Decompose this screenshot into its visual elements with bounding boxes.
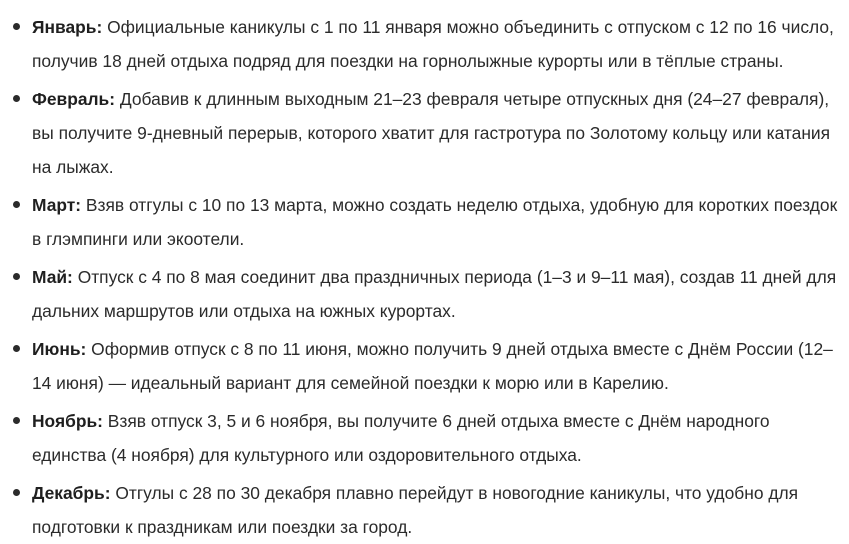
bullet-icon (13, 345, 20, 352)
month-label: Июнь: (32, 339, 92, 359)
item-text: Официальные каникулы с 1 по 11 января можно объединить с отпуском с 12 по 16 число, получив 18 дней отдыха подряд для поездки на горнолыжные курорты или в тёплые страны. (32, 17, 834, 71)
month-label: Февраль: (32, 89, 120, 109)
bullet-icon (13, 417, 20, 424)
month-label: Январь: (32, 17, 108, 37)
item-text: Отпуск с 4 по 8 мая соединит два праздничных периода (1–3 и 9–11 мая), создав 11 дней для дальних маршрутов или отдыха на южных курортах. (32, 267, 837, 321)
item-text: Отгулы с 28 по 30 декабря плавно перейдут в новогодние каникулы, что удобно для подготовки к праздникам или поездки за город. (32, 483, 799, 537)
item-text: Взяв отгулы с 10 по 13 марта, можно создать неделю отдыха, удобную для коротких поездок в глэмпинги или экоотели. (32, 195, 838, 249)
list-item-february (0, 82, 849, 184)
bullet-icon (13, 95, 20, 102)
bullet-icon (13, 489, 20, 496)
month-label: Ноябрь: (32, 411, 108, 431)
item-text: Добавив к длинным выходным 21–23 февраля четыре отпускных дня (24–27 февраля), вы получите 9-дневный перерыв, которого хватит для гастротура по Золотому кольцу или катания на лыжах. (32, 89, 831, 177)
month-label: Декабрь: (32, 483, 116, 503)
item-text: Оформив отпуск с 8 по 11 июня, можно получить 9 дней отдыха вместе с Днём России (12–14 июня) — идеальный вариант для семейной поездки к морю или в Карелию. (32, 339, 833, 393)
month-label: Май: (32, 267, 78, 287)
list-item-november (0, 404, 849, 472)
bullet-icon (13, 23, 20, 30)
item-text: Взяв отпуск 3, 5 и 6 ноября, вы получите 6 дней отдыха вместе с Днём народного единства (4 ноября) для культурного или оздоровительного отдыха. (32, 411, 770, 465)
bullet-icon (13, 201, 20, 208)
month-label: Март: (32, 195, 86, 215)
list-item-june (0, 332, 849, 400)
list-item-may (0, 260, 849, 328)
list-item-january (0, 10, 849, 78)
list-item-december (0, 476, 849, 544)
list-item-march (0, 188, 849, 256)
bullet-icon (13, 273, 20, 280)
